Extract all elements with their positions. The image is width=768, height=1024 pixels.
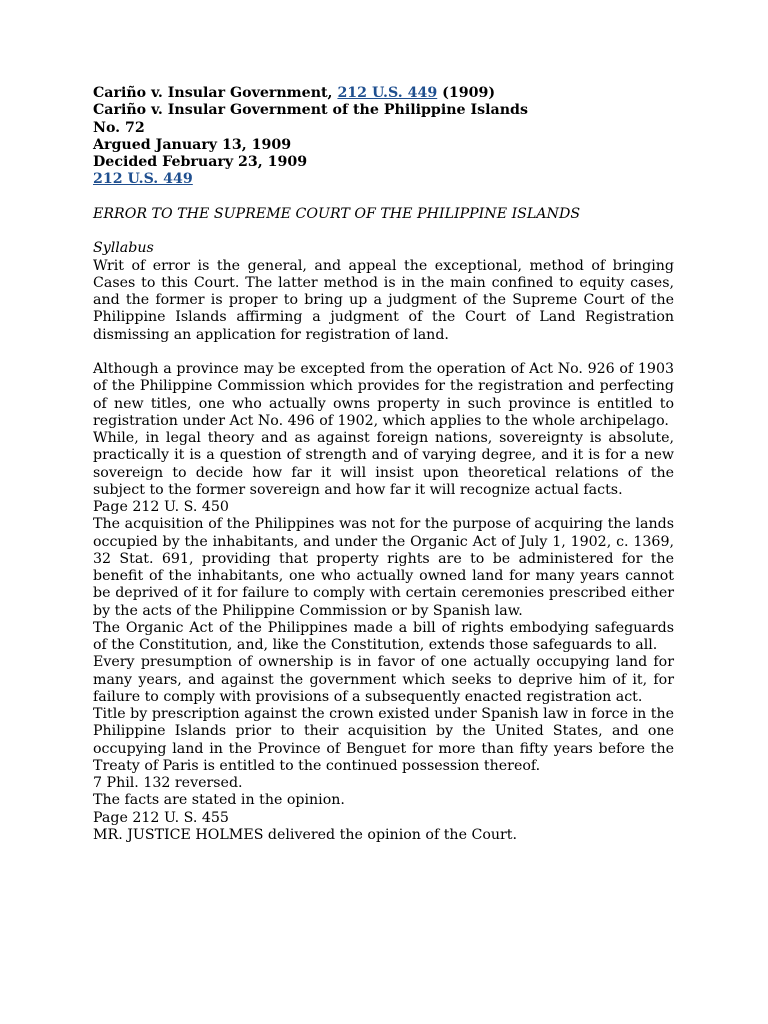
citation-link[interactable]: 212 U.S. 449 <box>337 85 438 101</box>
syllabus-paragraph-6: Every presumption of ownership is in favor of one actually occupying land for many years, and against the government which seeks to deprive him of it, for failure to comply with provisions of a subsequently enacted registration act. <box>93 654 674 705</box>
docket-number: No. 72 <box>93 119 145 136</box>
syllabus-paragraph-2: Although a province may be excepted from the operation of Act No. 926 of 1903 of the Philippine Commission which provides for the registration and perfecting of new titles, one who actually owns property in such province is entitled to registration under Act No. 496 of 1902, which applies to the whole archipelago. <box>93 361 674 429</box>
argued-date: Argued January 13, 1909 <box>93 136 292 153</box>
syllabus-paragraph-5: The Organic Act of the Philippines made a bill of rights embodying safeguards of the Constitution, and, like the Constitution, extends those safeguards to all. <box>93 619 674 653</box>
case-title-text: Cariño v. Insular Government, <box>93 85 338 101</box>
court-heading: ERROR TO THE SUPREME COURT OF THE PHILIPPINE ISLANDS <box>93 205 581 222</box>
page-marker-455: Page 212 U. S. 455 <box>93 809 229 826</box>
spacer <box>93 189 674 206</box>
syllabus-paragraph-1: Writ of error is the general, and appeal the exceptional, method of bringing Cases to this Court. The latter method is in the main confined to equity cases, and the former is proper to bring up a judgment of the Supreme Court of the Philippine Islands affirming a judgment of the Court of Land Registration dismissing an application for registration of land. <box>93 257 674 343</box>
case-full-title: Cariño v. Insular Government of the Philippine Islands <box>93 102 528 119</box>
citation-link-2[interactable]: 212 U.S. 449 <box>93 171 193 188</box>
syllabus-paragraph-7: Title by prescription against the crown existed under Spanish law in force in the Philippine Islands prior to their acquisition by the United States, and one occupying land in the Province of Benguet for more than fifty years before the Treaty of Paris is entitled to the continued possession thereof. <box>93 706 674 774</box>
citation-line <box>93 171 674 188</box>
facts-note: The facts are stated in the opinion. <box>93 792 345 809</box>
syllabus-paragraph-4: The acquisition of the Philippines was not for the purpose of acquiring the lands occupied by the inhabitants, and under the Organic Act of July 1, 1902, c. 1369, 32 Stat. 691, providing that property rights are to be administered for the benefit of the inhabitants, one who actually owned land for many years cannot be deprived of it for failure to comply with certain ceremonies prescribed either by the acts of the Philippine Commission or by Spanish law. <box>93 516 674 619</box>
spacer <box>93 223 674 240</box>
document-page <box>93 85 674 844</box>
page-marker-450: Page 212 U. S. 450 <box>93 499 229 515</box>
case-year: (1909) <box>437 85 496 101</box>
lower-court-citation: 7 Phil. 132 reversed. <box>93 775 243 791</box>
syllabus-paragraph-3: While, in legal theory and as against foreign nations, sovereignty is absolute, practically it is a question of strength and of varying degree, and it is for a new sovereign to decide how far it will insist upon theoretical relations of the subject to the former sovereign and how far it will recognize actual facts. <box>93 430 674 498</box>
case-title <box>93 85 674 102</box>
spacer <box>93 344 674 361</box>
syllabus-label: Syllabus <box>93 240 154 257</box>
decided-date: Decided February 23, 1909 <box>93 154 308 170</box>
opinion-intro: MR. JUSTICE HOLMES delivered the opinion of the Court. <box>93 826 517 843</box>
